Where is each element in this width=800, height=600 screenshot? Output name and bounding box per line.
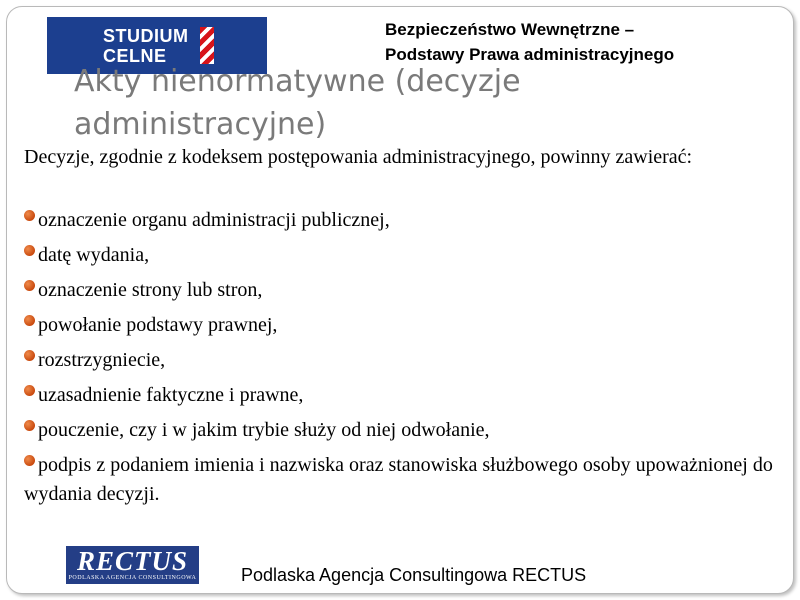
bullet-item xyxy=(24,451,774,509)
bullet-item xyxy=(24,381,774,416)
bullet-text: podpis z podaniem imienia i nazwiska oraz stanowiska służbowego osoby upoważnionej do wydania decyzji. xyxy=(24,454,773,505)
bullet-dot-icon xyxy=(24,280,35,291)
bullet-dot-icon xyxy=(24,245,35,256)
logo-text-line1: STUDIUM xyxy=(103,26,189,46)
bullet-text: oznaczenie organu administracji publicznej, xyxy=(38,209,390,231)
slide-title-line1: Akty nienormatywne (decyzje xyxy=(74,64,521,99)
bullet-dot-icon xyxy=(24,210,35,221)
bullet-dot-icon xyxy=(24,420,35,431)
bullet-dot-icon xyxy=(24,315,35,326)
bullet-text: rozstrzygniecie, xyxy=(38,349,166,371)
bullet-dot-icon xyxy=(24,350,35,361)
bullet-item xyxy=(24,276,774,311)
bullet-text: pouczenie, czy i w jakim trybie służy od niej odwołanie, xyxy=(38,419,490,441)
bullet-item xyxy=(24,416,774,451)
bullet-dot-icon xyxy=(24,455,35,466)
bullet-item xyxy=(24,206,774,241)
header-title-line1: Bezpieczeństwo Wewnętrzne – xyxy=(385,20,635,39)
bullet-list xyxy=(24,206,774,509)
slide-title-line2: administracyjne) xyxy=(74,107,327,142)
logo-text-line2: CELNE xyxy=(103,46,167,66)
bullet-dot-icon xyxy=(24,385,35,396)
bullet-item xyxy=(24,346,774,381)
bullet-text: datę wydania, xyxy=(38,244,150,266)
footer-text: Podlaska Agencja Consultingowa RECTUS xyxy=(241,565,587,585)
rectus-logo xyxy=(66,546,199,584)
rectus-logo-subtitle: PODLASKA AGENCJA CONSULTINGOWA xyxy=(68,575,197,581)
rectus-logo-name: RECTUS xyxy=(76,546,189,576)
intro-text: Decyzje, zgodnie z kodeksem postępowania administracyjnego, powinny zawierać: xyxy=(24,146,693,168)
logo-stripes-icon xyxy=(200,27,214,64)
bullet-text: uzasadnienie faktyczne i prawne, xyxy=(38,384,304,406)
header-title-line2: Podstawy Prawa administracyjnego xyxy=(385,45,675,64)
bullet-item xyxy=(24,311,774,346)
bullet-text: oznaczenie strony lub stron, xyxy=(38,279,263,301)
bullet-item xyxy=(24,241,774,276)
bullet-text: powołanie podstawy prawnej, xyxy=(38,314,278,336)
slide-title xyxy=(74,60,521,146)
